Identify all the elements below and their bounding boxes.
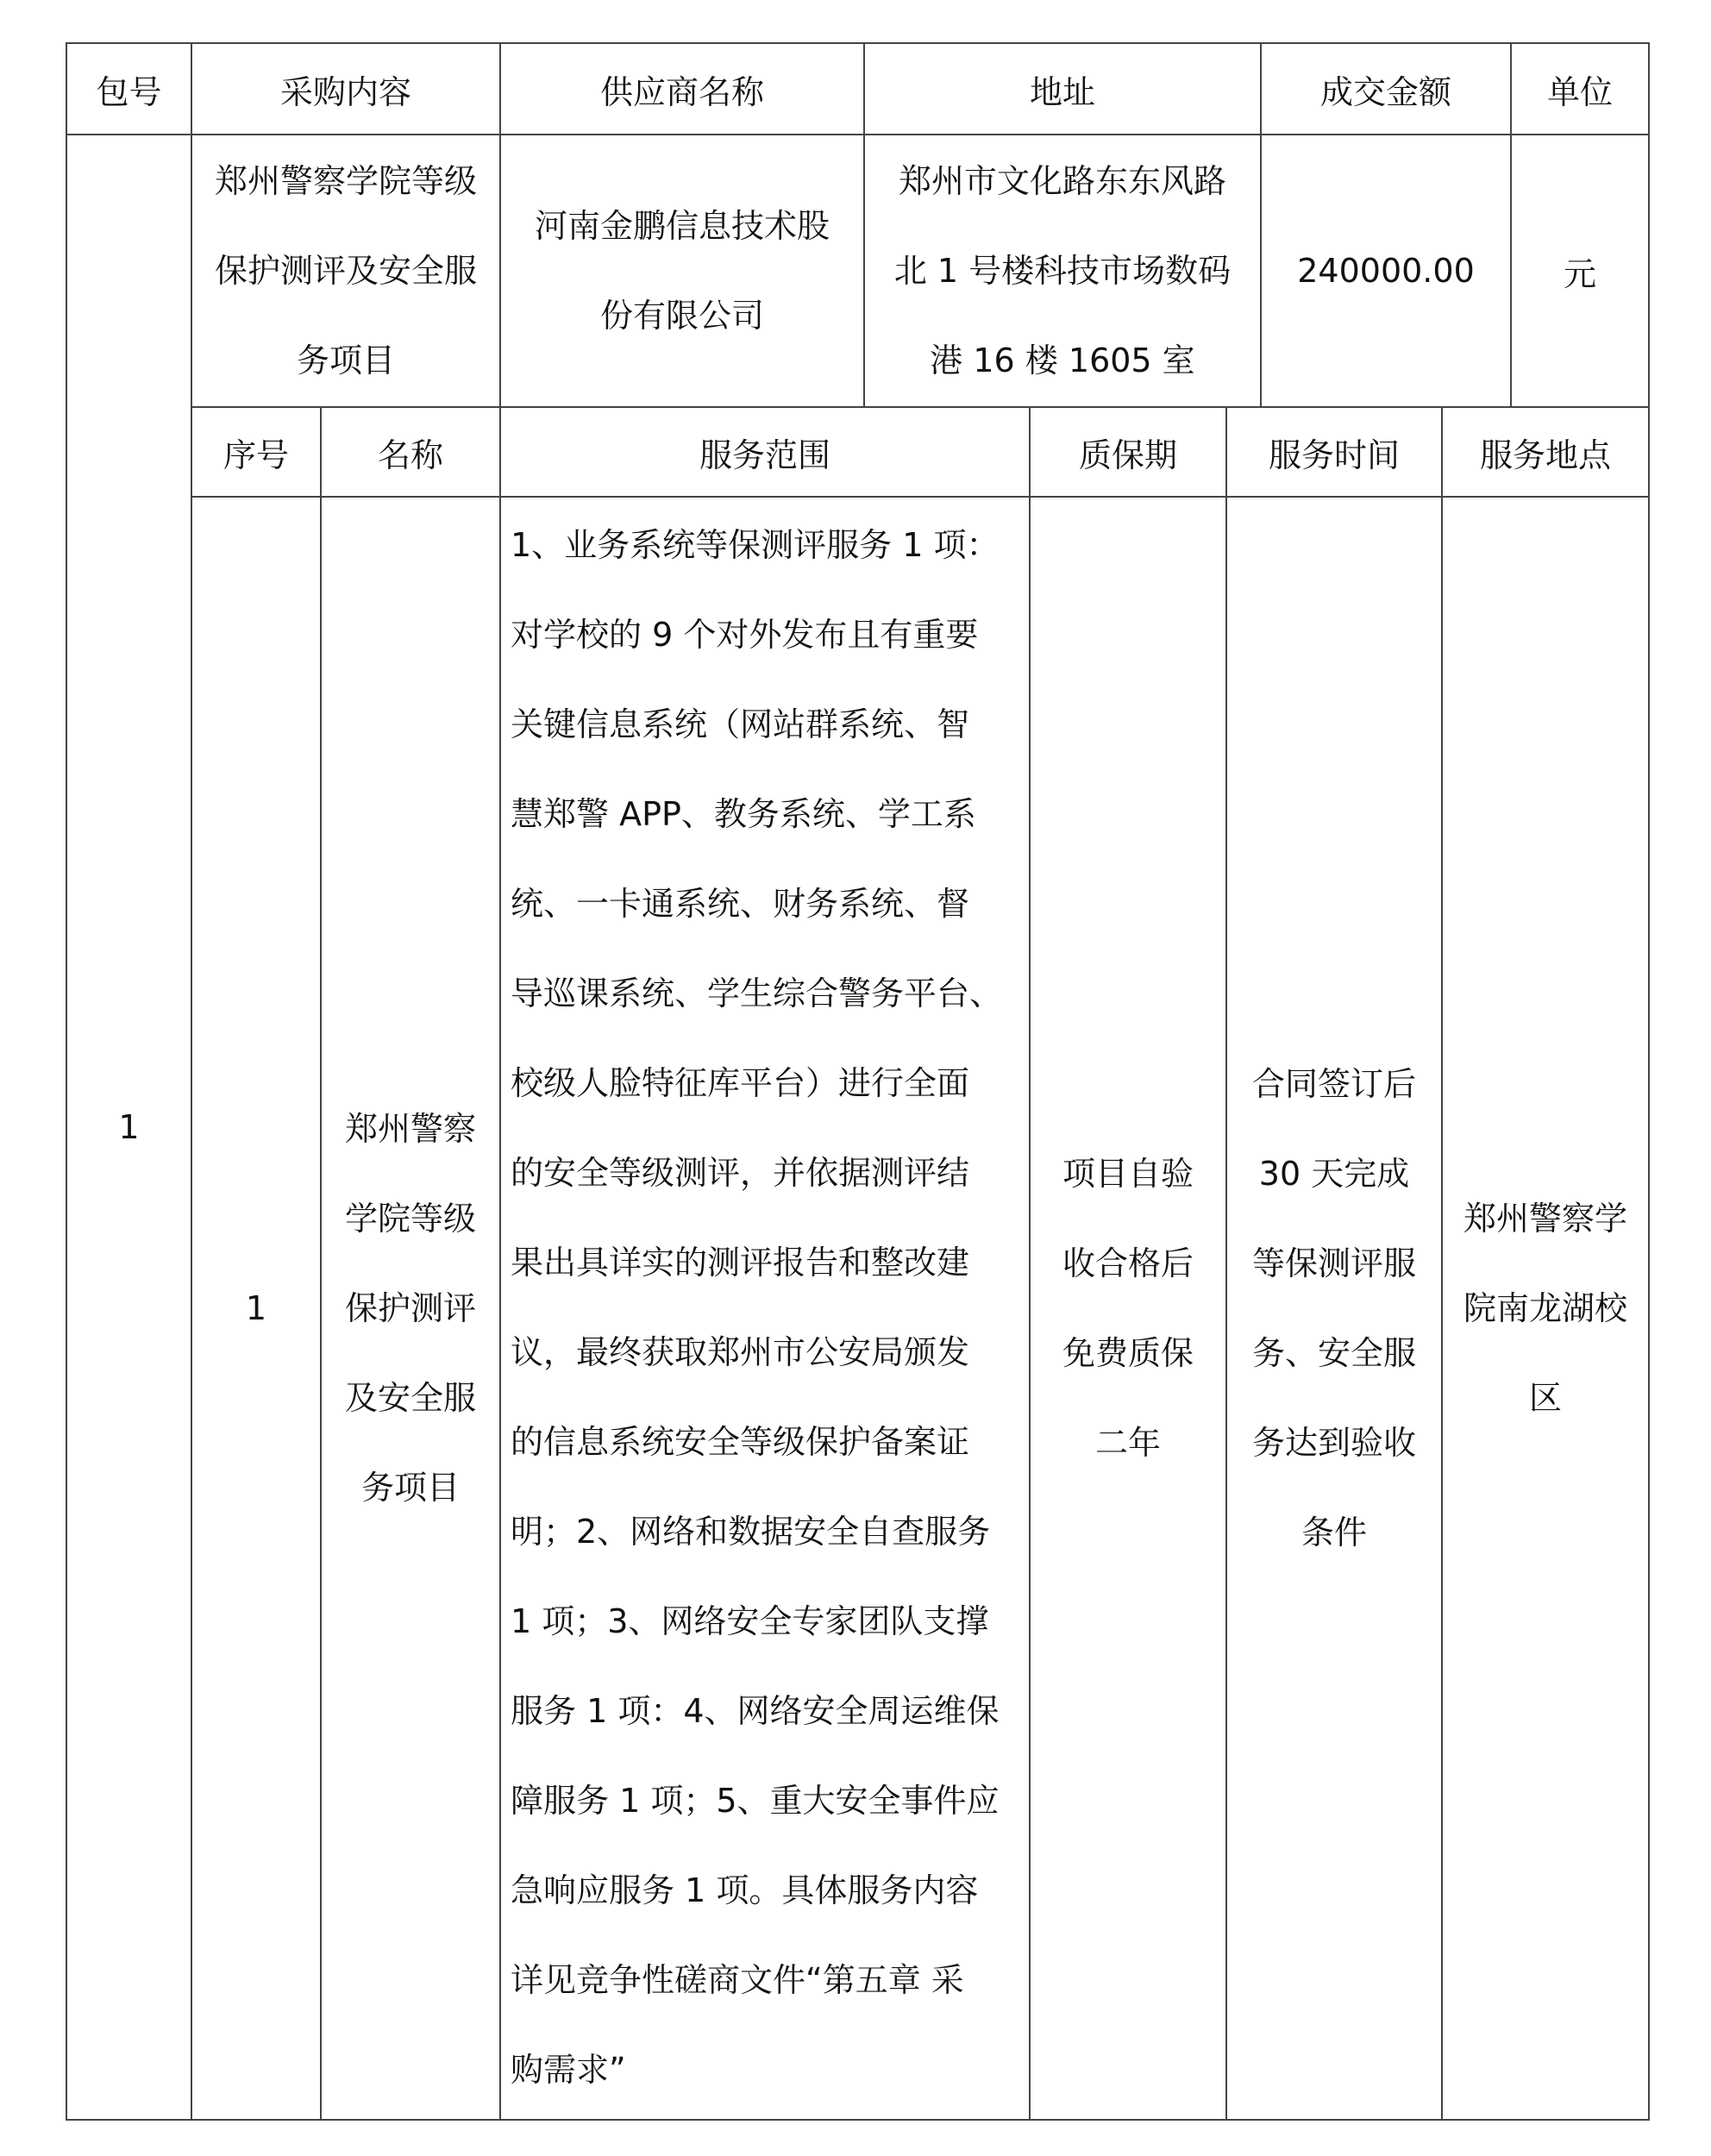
address-line: 港 16 楼 1605 室 (930, 342, 1195, 379)
service-scope-line: 购需求” (511, 2051, 626, 2089)
service-name-cell (322, 497, 499, 2120)
service-time-line: 合同签订后 (1251, 1065, 1416, 1103)
seq-no-value: 1 (245, 1289, 267, 1327)
supplier-name-line: 河南金鹏信息技术股 (534, 207, 830, 245)
procurement-content-line: 郑州警察学院等级 (214, 162, 477, 200)
package-no-value: 1 (118, 1108, 140, 1146)
service-time-line: 务、安全服 (1251, 1334, 1416, 1372)
address-line: 郑州市文化路东东风路 (898, 162, 1226, 200)
table-border-right (1648, 42, 1650, 2121)
subheader-service-scope: 服务范围 (699, 436, 830, 474)
service-scope-line: 的安全等级测评，并依据测评结 (511, 1154, 970, 1192)
deal-amount-value: 240000.00 (1297, 252, 1475, 290)
service-scope-line: 的信息系统安全等级保护备案证 (511, 1423, 970, 1461)
header-unit: 单位 (1546, 72, 1613, 111)
service-scope-line: 急响应服务 1 项。具体服务内容 (511, 1871, 979, 1909)
address-line: 北 1 号楼科技市场数码 (893, 252, 1232, 290)
service-time-line: 条件 (1300, 1514, 1367, 1551)
service-time-line: 等保测评服 (1251, 1244, 1416, 1282)
service-scope-line: 统、一卡通系统、财务系统、督 (511, 885, 970, 923)
service-location-line: 郑州警察学 (1463, 1200, 1627, 1238)
service-time-line: 30 天完成 (1258, 1155, 1410, 1193)
warranty-line: 免费质保 (1062, 1334, 1194, 1372)
supplier-name-line: 份有限公司 (599, 297, 764, 335)
service-name-line: 学院等级 (344, 1200, 476, 1238)
subheader-warranty: 质保期 (1078, 436, 1177, 474)
service-scope-line: 慧郑警 APP、教务系统、学工系 (511, 795, 976, 833)
warranty-cell (1031, 497, 1225, 2120)
service-scope-line: 关键信息系统（网站群系统、智 (511, 705, 970, 743)
service-name-line: 务项目 (360, 1469, 460, 1507)
procurement-content-line: 保护测评及安全服 (214, 252, 477, 290)
subheader-name: 名称 (377, 436, 443, 474)
supplier-name-cell (501, 135, 863, 407)
service-scope-line: 详见竞争性磋商文件“第五章 采 (511, 1961, 964, 1999)
service-location-line: 院南龙湖校 (1463, 1289, 1627, 1327)
service-location-line: 区 (1528, 1379, 1562, 1417)
service-scope-line: 对学校的 9 个对外发布且有重要 (511, 616, 979, 654)
unit-value: 元 (1563, 254, 1596, 293)
service-scope-line: 明；2、网络和数据安全自查服务 (511, 1513, 991, 1551)
header-supplier-name: 供应商名称 (599, 72, 764, 111)
warranty-line: 二年 (1094, 1424, 1161, 1462)
service-name-line: 保护测评 (344, 1289, 476, 1327)
col-divider-name (499, 406, 501, 2121)
service-location-cell (1443, 497, 1648, 2120)
service-scope-line: 服务 1 项：4、网络安全周运维保 (511, 1692, 1000, 1730)
service-name-line: 郑州警察 (344, 1110, 476, 1148)
header-deal-amount: 成交金额 (1319, 72, 1451, 111)
header-address: 地址 (1029, 72, 1095, 111)
service-scope-line: 议，最终获取郑州市公安局颁发 (511, 1333, 970, 1371)
service-scope-cell (511, 500, 1012, 2115)
service-time-cell (1227, 497, 1441, 2120)
subheader-service-time: 服务时间 (1268, 436, 1400, 474)
header-package-no: 包号 (96, 72, 162, 111)
service-scope-line: 校级人脸特征库平台）进行全面 (511, 1064, 970, 1102)
service-scope-line: 1、业务系统等保测评服务 1 项： (511, 526, 1000, 564)
address-cell (865, 135, 1260, 407)
header-procurement-content: 采购内容 (279, 72, 411, 111)
warranty-line: 项目自验 (1062, 1155, 1194, 1193)
warranty-line: 收合格后 (1062, 1244, 1194, 1282)
service-scope-line: 果出具详实的测评报告和整改建 (511, 1244, 970, 1282)
procurement-content-cell (192, 135, 499, 407)
service-scope-line: 1 项；3、网络安全专家团队支撑 (511, 1602, 989, 1640)
service-time-line: 务达到验收 (1251, 1424, 1416, 1462)
service-scope-line: 导巡课系统、学生综合警务平台、 (511, 975, 1003, 1012)
procurement-content-line: 务项目 (296, 342, 395, 379)
subheader-seq-no: 序号 (222, 436, 289, 474)
subheader-service-location: 服务地点 (1479, 436, 1611, 474)
service-scope-line: 障服务 1 项；5、重大安全事件应 (511, 1782, 1000, 1820)
service-name-line: 及安全服 (344, 1379, 476, 1417)
